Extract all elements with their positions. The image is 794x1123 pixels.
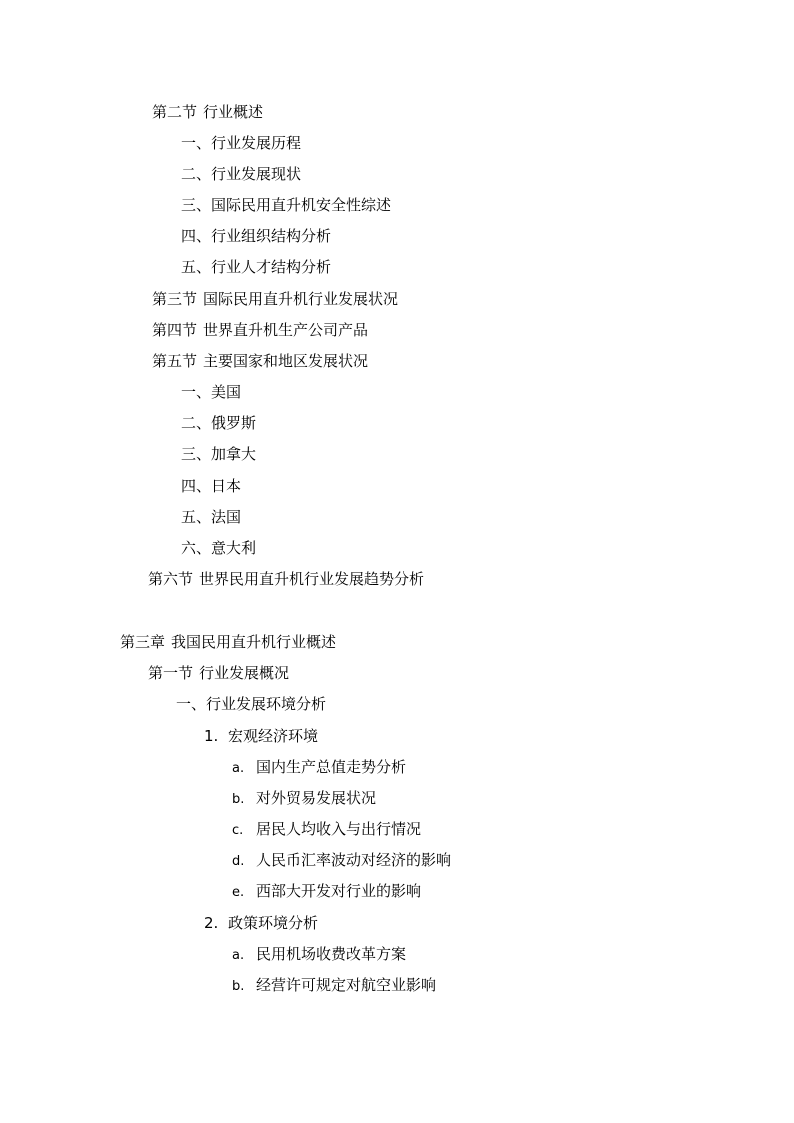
toc-item: 五、法国 <box>181 508 242 526</box>
subitem-title: 政策环境分析 <box>228 914 319 932</box>
subsubitem-letter: a. <box>232 948 245 963</box>
toc-subitem <box>204 914 318 932</box>
section-title: 行业概述 <box>203 103 264 121</box>
toc-item: 六、意大利 <box>181 539 257 557</box>
subsubitem-title: 民用机场收费改革方案 <box>256 945 407 963</box>
subsubitem-letter: e. <box>232 885 245 900</box>
subsubitem-title: 人民币汇率波动对经济的影响 <box>256 851 452 869</box>
toc-subsubitem <box>232 758 406 778</box>
toc-item: 三、国际民用直升机安全性综述 <box>181 196 392 214</box>
subsubitem-title: 对外贸易发展状况 <box>256 789 377 807</box>
subsubitem-letter: c. <box>232 823 244 838</box>
section-number: 第一节 <box>148 664 194 682</box>
toc-subsubitem <box>232 851 451 871</box>
toc-subsubitem <box>232 789 376 809</box>
toc-section-heading <box>152 290 398 308</box>
toc-subsubitem <box>232 945 406 965</box>
toc-item: 三、加拿大 <box>181 445 257 463</box>
toc-chapter-heading <box>120 633 336 651</box>
toc-item: 一、美国 <box>181 383 242 401</box>
section-number: 第三节 <box>152 290 198 308</box>
toc-section-heading <box>152 352 368 370</box>
toc-item: 二、俄罗斯 <box>181 414 257 432</box>
section-title: 主要国家和地区发展状况 <box>203 352 369 370</box>
toc-item: 二、行业发展现状 <box>181 165 302 183</box>
subsubitem-title: 居民人均收入与出行情况 <box>256 820 422 838</box>
toc-item: 四、日本 <box>181 477 242 495</box>
section-title: 世界直升机生产公司产品 <box>203 321 369 339</box>
toc-subitem <box>204 727 318 745</box>
section-number: 第二节 <box>152 103 198 121</box>
subsubitem-letter: b. <box>232 979 245 994</box>
subitem-number: 2. <box>204 914 219 932</box>
section-number: 第六节 <box>148 570 194 588</box>
toc-item: 五、行业人才结构分析 <box>181 258 332 276</box>
toc-item: 一、行业发展环境分析 <box>176 695 327 713</box>
toc-subsubitem <box>232 882 421 902</box>
section-number: 第五节 <box>152 352 198 370</box>
section-title: 世界民用直升机行业发展趋势分析 <box>199 570 425 588</box>
subsubitem-title: 国内生产总值走势分析 <box>256 758 407 776</box>
chapter-title: 我国民用直升机行业概述 <box>171 633 337 651</box>
subsubitem-title: 西部大开发对行业的影响 <box>256 882 422 900</box>
subsubitem-letter: a. <box>232 761 245 776</box>
toc-subsubitem <box>232 976 436 996</box>
section-title: 行业发展概况 <box>199 664 290 682</box>
subitem-number: 1. <box>204 727 219 745</box>
subsubitem-letter: b. <box>232 792 245 807</box>
subitem-title: 宏观经济环境 <box>228 727 319 745</box>
toc-subsubitem <box>232 820 421 840</box>
toc-section-heading <box>152 321 368 339</box>
toc-section-heading <box>148 570 424 588</box>
section-number: 第四节 <box>152 321 198 339</box>
subsubitem-letter: d. <box>232 854 245 869</box>
section-title: 国际民用直升机行业发展状况 <box>203 290 399 308</box>
toc-item: 四、行业组织结构分析 <box>181 227 332 245</box>
subsubitem-title: 经营许可规定对航空业影响 <box>256 976 437 994</box>
toc-section-heading <box>148 664 289 682</box>
chapter-number: 第三章 <box>120 633 166 651</box>
toc-section-heading <box>152 103 263 121</box>
toc-item: 一、行业发展历程 <box>181 134 302 152</box>
